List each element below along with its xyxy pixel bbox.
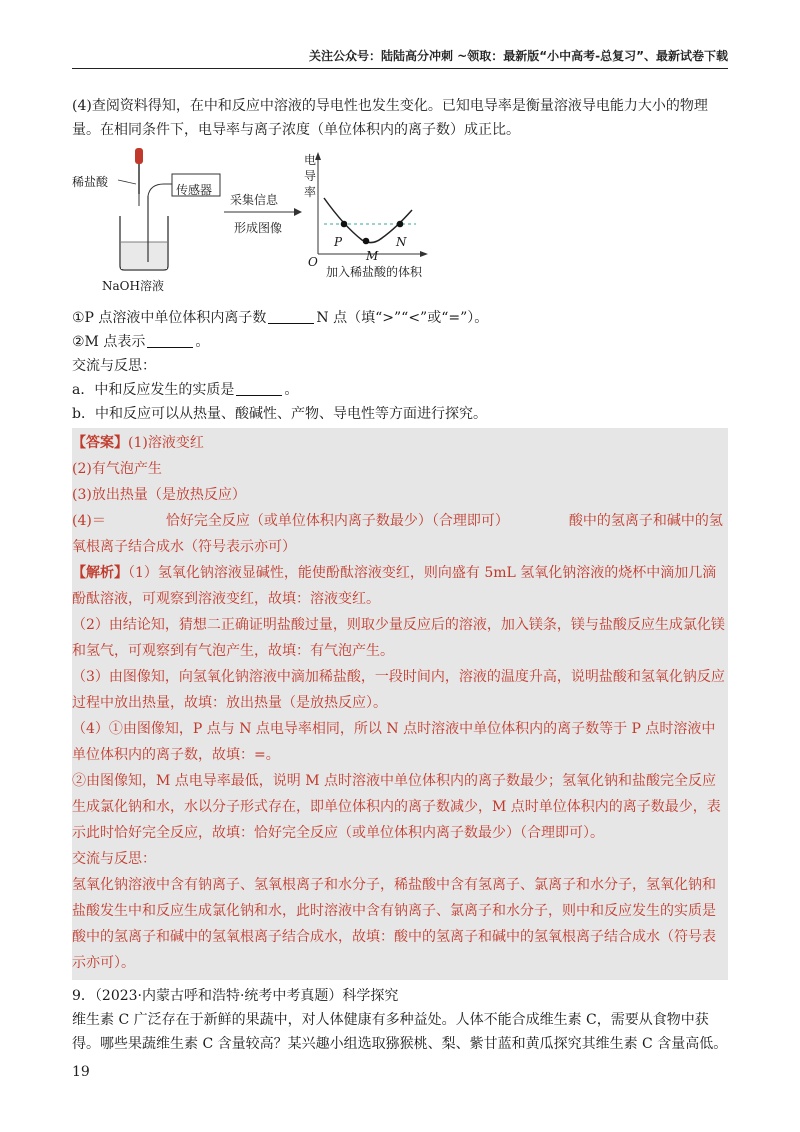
answer-blank-3 (236, 381, 282, 396)
arrow-bottom-label: 形成图像 (234, 221, 283, 235)
analysis-3: （3）由图像知，向氢氧化钠溶液中滴加稀盐酸，一段时间内，溶液的温度升高，说明盐酸和氢氧化钠反应过程中放出热量，故填：放出热量（是放热反应）。 (72, 669, 725, 711)
reflection-b: b．中和反应可以从热量、酸碱性、产物、导电性等方面进行探究。 (72, 406, 487, 422)
dropper-icon (135, 148, 143, 206)
question4-intro: (4)查阅资料得知，在中和反应中溶液的导电性也发生变化。已知电导率是衡量溶液导电能力大小的物理量。在相同条件下，电导率与离子浓度（单位体积内的离子数）成正比。 (72, 98, 708, 138)
analysis-tag: 【解析】 (72, 565, 128, 581)
experiment-figure (72, 146, 728, 304)
point-n-label: N (396, 235, 407, 249)
point-p (341, 221, 348, 228)
dilute-hcl-label: 稀盐酸 (72, 175, 109, 189)
analysis-1: 【解析】（1）氢氧化钠溶液显碱性，能使酚酞溶液变红，则向盛有 5mL 氢氧化钠溶液的烧杯中滴加几滴酚酞溶液，可观察到溶液变红，故填：溶液变红。 (72, 565, 717, 607)
page-number: 19 (72, 1064, 90, 1080)
question9-text: 维生素 C 广泛存在于新鲜的果蔬中，对人体健康有多种益处。人体不能合成维生素 C，需要从食物中获得。哪些果蔬维生素 C 含量较高？某兴趣小组选取猕猴桃、梨、紫甘蓝和黄瓜探究其维生素 C 含量高低。 (72, 1012, 728, 1052)
analysis-7: 氢氧化钠溶液中含有钠离子、氢氧根离子和水分子，稀盐酸中含有氢离子、氯离子和水分子，氢氧化钠和盐酸发生中和反应生成氯化钠和水，此时溶液中含有钠离子、氯离子和水分子，则中和反应发生的实质是酸中的氢离子和碱中的氢氧根离子结合成水，故填：酸中的氢离子和碱中的氢氧根离子结合成水（符号表示亦可）。 (72, 877, 716, 971)
reflection-title: 交流与反思： (72, 358, 156, 374)
answer-4: (4)＝ 恰好完全反应（或单位体积内离子数最少）（合理即可） 酸中的氢离子和碱中的氢氧根离子结合成水（符号表示亦可） (72, 513, 723, 555)
answer-2: (2)有气泡产生 (72, 461, 162, 477)
arrow-top-label: 采集信息 (230, 193, 279, 207)
analysis-5: ②由图像知，M 点电导率最低，说明 M 点时溶液中单位体积内的离子数最少；氢氧化钠和盐酸完全反应生成氯化钠和水，水以分子形式存在，即单位体积内的离子数减少，M 点时单位体积内的离子数最少，表示此时恰好完全反应，故填：恰好完全反应（或单位体积内离子数最少）（合理即可）。 (72, 773, 721, 841)
answer-blank-1 (268, 309, 314, 324)
analysis-2: （2）由结论知，猜想二正确证明盐酸过量，则取少量反应后的溶液，加入镁条，镁与盐酸反应生成氯化镁和氢气，可观察到有气泡产生，故填：有气泡产生。 (72, 617, 725, 659)
page-header: 关注公众号：陆陆高分冲刺 ~领取：最新版“小中高考-总复习”、最新试卷下载 (309, 49, 728, 63)
analysis-6: 交流与反思： (72, 851, 156, 867)
page-content (72, 94, 728, 1056)
question9-title: 9．（2023·内蒙古呼和浩特·统考中考真题）科学探究 (72, 988, 399, 1004)
x-axis-label: 加入稀盐酸的体积 (326, 265, 423, 279)
sub-question-1: ①P 点溶液中单位体积内离子数 N 点（填“>”“<”或“=”）。 (72, 310, 489, 326)
point-n (397, 221, 404, 228)
origin-label: O (308, 255, 318, 269)
point-p-label: P (334, 235, 343, 249)
answer-blank-2 (147, 333, 193, 348)
sub-question-2: ②M 点表示 。 (72, 334, 210, 350)
analysis-4: （4）①由图像知，P 点与 N 点电导率相同，所以 N 点时溶液中单位体积内的离子数等于 P 点时溶液中单位体积内的离子数，故填：=。 (72, 721, 716, 763)
answer-3: (3)放出热量（是放热反应） (72, 487, 246, 503)
answer-1: 【答案】(1)溶液变红 (72, 435, 204, 451)
answer-section (72, 428, 728, 980)
sensor-label: 传感器 (176, 183, 213, 197)
y-axis-label: 电导率 (304, 153, 317, 199)
beaker-icon (120, 216, 168, 270)
naoh-label: NaOH溶液 (102, 279, 164, 293)
header-rule (72, 68, 728, 69)
point-m-label: M (366, 249, 379, 263)
answer-tag: 【答案】 (72, 435, 128, 451)
reflection-a: a．中和反应发生的实质是 。 (72, 382, 299, 398)
